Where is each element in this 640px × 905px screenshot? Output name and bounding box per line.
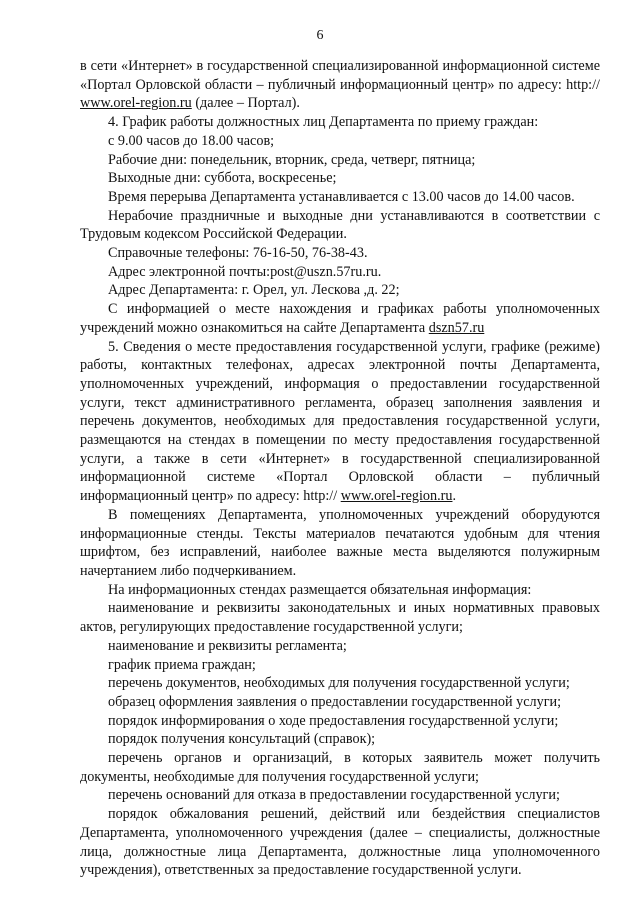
paragraph-text: в сети «Интернет» в государственной специализированной информационной системе «Портал Орловской области – публичный информационный центр» по адресу: http:// bbox=[80, 58, 600, 93]
list-item-organizations: перечень органов и организаций, в которых заявитель может получить документы, необходимые для получения государственной услуги; bbox=[80, 750, 600, 785]
paragraph-mandatory-info: На информационных стендах размещается обязательная информация: bbox=[108, 581, 532, 598]
list-item-progress-info: порядок информирования о ходе предоставления государственной услуги; bbox=[108, 712, 559, 729]
paragraph-portal-address bbox=[80, 57, 600, 113]
portal-link[interactable]: www.orel-region.ru bbox=[80, 95, 192, 112]
paragraph-service-info bbox=[80, 338, 600, 506]
paragraph-locations-info bbox=[80, 300, 600, 337]
list-item-legal-acts: наименование и реквизиты законодательных и иных нормативных правовых актов, регулирующих предоставление государственной услуги; bbox=[80, 600, 600, 636]
paragraph-working-days: Рабочие дни: понедельник, вторник, среда, четверг, пятница; bbox=[108, 151, 476, 168]
portal-link-2[interactable]: www.orel-region.ru bbox=[340, 488, 453, 505]
paragraph-schedule-heading: 4. График работы должностных лиц Департамента по приему граждан: bbox=[108, 114, 539, 131]
document-body bbox=[80, 57, 600, 880]
paragraph-text: (далее – Портал). bbox=[191, 95, 300, 112]
paragraph-holidays: Нерабочие праздничные и выходные дни устанавливаются в соответствии с Трудовым кодексом Российской Федерации. bbox=[80, 207, 600, 243]
paragraph-working-hours: с 9.00 часов до 18.00 часов; bbox=[108, 132, 275, 149]
paragraph-text: 5. Сведения о месте предоставления государственной услуги, графике (режиме) работы, контактных телефонах, адресах электронной почты Департамента, уполномоченных учреждений, информация о предоставлении государственной услуги, текст административного регламента, образец заполнения заявления и перечень документов, необходимых для предоставления государственной услуги, размещаются на стендах в помещении по месту предоставления государственной услуги, а также в сети «Интернет» в государственной специализированной информационной системе «Портал Орловской области – публичный информационный центр» по адресу: http:// bbox=[80, 338, 600, 505]
paragraph-phones: Справочные телефоны: 76-16-50, 76-38-43. bbox=[108, 245, 368, 262]
paragraph-info-stands: В помещениях Департамента, уполномоченных учреждений оборудуются информационные стенды. Тексты материалов печатаются удобным для чтения шрифтом, без исправлений, наиболее важные места выделяются полужирным начертанием либо подчеркиванием. bbox=[80, 506, 600, 579]
paragraph-text: С информацией о месте нахождения и графиках работы уполномоченных учреждений можно ознакомиться на сайте Департамента bbox=[80, 301, 600, 336]
paragraph-text: . bbox=[452, 488, 457, 505]
list-item-documents: перечень документов, необходимых для получения государственной услуги; bbox=[108, 675, 570, 692]
page-number: 6 bbox=[316, 28, 324, 43]
list-item-application-sample: образец оформления заявления о предоставлении государственной услуги; bbox=[108, 693, 562, 710]
paragraph-days-off: Выходные дни: суббота, воскресенье; bbox=[108, 170, 337, 187]
paragraph-email: Адрес электронной почты:post@uszn.57ru.ru. bbox=[108, 263, 382, 280]
list-item-consultations: порядок получения консультаций (справок); bbox=[108, 731, 376, 748]
list-item-regulation: наименование и реквизиты регламента; bbox=[108, 637, 347, 654]
paragraph-break-time: Время перерыва Департамента устанавливается с 13.00 часов до 14.00 часов. bbox=[108, 188, 575, 205]
department-site-link[interactable]: dszn57.ru bbox=[428, 319, 485, 336]
list-item-refusal-grounds: перечень оснований для отказа в предоставлении государственной услуги; bbox=[108, 787, 560, 804]
paragraph-address: Адрес Департамента: г. Орел, ул. Лескова ,д. 22; bbox=[108, 282, 400, 299]
list-item-appeal-procedure: порядок обжалования решений, действий или бездействия специалистов Департамента, уполномоченного учреждения (далее – специалисты, должностные лица, должностные лица Департамента, должностные лица уполномоченного учреждения), ответственных за предоставление государственной услуги. bbox=[80, 806, 600, 879]
list-item-reception-schedule: график приема граждан; bbox=[108, 656, 256, 673]
